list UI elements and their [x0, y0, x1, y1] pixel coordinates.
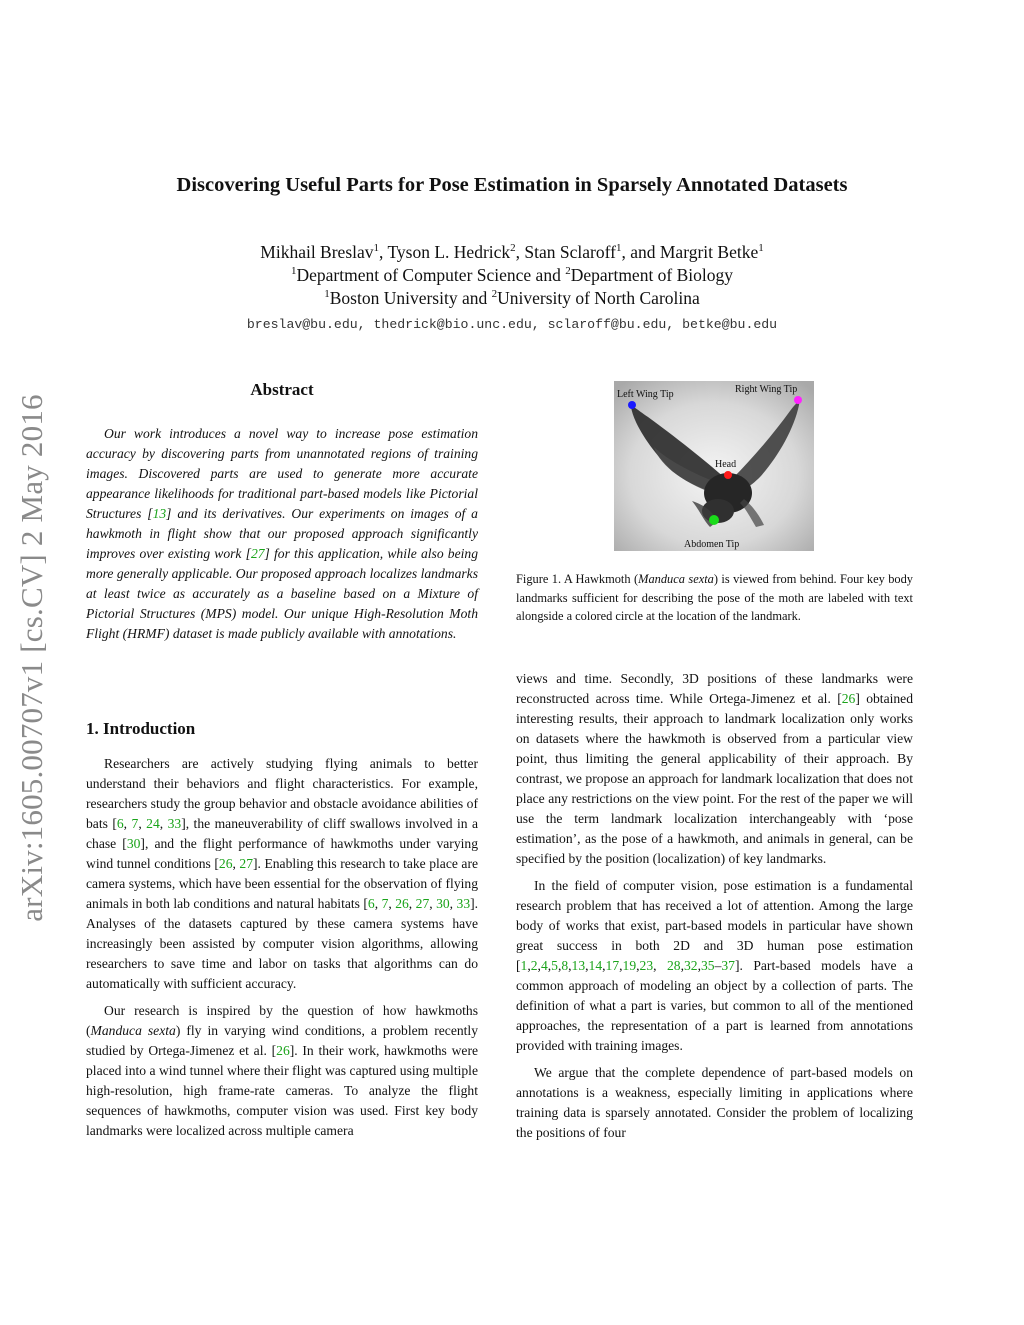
affiliation-line: $^1$Department of Computer Science and $^2$Department of Biology [290, 265, 734, 285]
hawkmoth-image [614, 381, 814, 551]
right-wing-tip-label: Right Wing Tip [735, 384, 798, 395]
paragraph: views and time. Secondly, 3D positions of these landmarks were reconstructed across time. While Ortega-Jimenez et al. [26] obtained interesting results, their approach to landmark localization only works on datasets where the hawkmoth is observed from a particular view point, thus limiting the general applicability of their approach. By contrast, we propose an approach for landmark localization that does not place any restrictions on the view point. For the rest of the paper we will use the term landmark localization interchangeably with ‘pose estimation’, as the pose of a hawkmoth, and animals in general, can be specified by the position (localization) of key landmarks. [516, 671, 914, 866]
abdomen-tip-marker [709, 515, 719, 525]
citation-link[interactable]: 32 [683, 958, 698, 973]
author-emails: breslav@bu.edu, thedrick@bio.unc.edu, sclaroff@bu.edu, betke@bu.edu [246, 317, 778, 332]
arxiv-id: arXiv:1605.00707v1 [cs.CV] 2 May 2016 [14, 393, 49, 922]
citation-link[interactable]: 30 [436, 896, 450, 911]
paragraph: In the field of computer vision, pose estimation is a fundamental research problem that has received a lot of attention. Among the large body of works that exist, part-based models in particular have shown great success in both 2D and 3D human pose estimation [1,2,4,5,8,13,14,17,19,23, 28,32,35–37]. Part-based models have a common approach of modeling an object by a collection of parts. The definition of what a part is varies, but common to all of the mentioned approaches, the representation of a part is learned from annotations provided with training images. [516, 878, 914, 1053]
citation-link[interactable]: 7 [131, 816, 139, 831]
paragraph: We argue that the complete dependence of part-based models on annotations is a weakness, especially limiting in applications where training data is sparsely annotated. Consider the problem of localizing the positions of four [516, 1065, 913, 1140]
right-column-body [516, 669, 913, 1150]
citation-link[interactable]: 6 [116, 816, 124, 831]
citation-link[interactable]: 14 [588, 958, 603, 973]
citation-link[interactable]: 7 [381, 896, 389, 911]
section-heading-introduction: 1. Introduction [86, 719, 196, 738]
abstract-text: Our work introduces a novel way to increase pose estimation accuracy by discovering parts from unannotated regions of training images. Discovered parts are used to generate more accurate appearance likelihoods for traditional part-based models like Pictorial Structures [13] and its derivatives. Our experiments on images of a hawkmoth in flight show that our proposed approach significantly improves over existing work [27] for this application, while also being more generally applicable. Our proposed approach localizes landmarks at least twice as accurately as a baseline based on a Mixture of Pictorial Structures (MPS) model. Our unique High-Resolution Moth Flight (HRMF) dataset is made publicly available with annotations. [86, 426, 478, 641]
figure-hawkmoth [614, 381, 814, 551]
head-label: Head [715, 459, 737, 470]
abdomen-tip-label: Abdomen Tip [684, 539, 740, 550]
citation-link[interactable]: 26 [395, 896, 409, 911]
citation-link[interactable]: 5 [551, 958, 558, 973]
citation-link[interactable]: 30 [126, 836, 141, 851]
affiliation-line: $^1$Boston University and $^2$University of North Carolina [324, 288, 700, 308]
citation-link[interactable]: 28 [666, 958, 681, 973]
citation-link[interactable]: 23 [639, 958, 654, 973]
citation-link[interactable]: 27 [250, 546, 265, 561]
citation-link[interactable]: 27 [415, 896, 430, 911]
paragraph: Researchers are actively studying flying animals to better understand their behaviors and flight characteristics. For example, researchers study the group behavior and obstacle avoidance abilities of bats [6, 7, 24, 33], the maneuverability of cliff swallows involved in a chase [30], and the flight performance of hawkmoths under varying wind tunnel conditions [26, 27]. Enabling this research to take place are camera systems, which have been essential for the observation of flying animals in both lab conditions and natural habitats [6, 7, 26, 27, 30, 33]. Analyses of the datasets captured by these camera systems have increasingly been assisted by computer vision algorithms, allowing researchers to save time and labor on tasks that algorithms can do automatically with sufficient accuracy. [86, 756, 479, 991]
author-name: Stan Sclaroff [524, 242, 616, 262]
left-column-body [86, 754, 478, 1148]
left-wing-tip-label: Left Wing Tip [617, 389, 674, 400]
citation-link[interactable]: 13 [571, 958, 586, 973]
citation-link[interactable]: 2 [530, 958, 538, 973]
head-marker [724, 471, 732, 479]
citation-link[interactable]: 8 [561, 958, 569, 973]
arxiv-stamp [0, 350, 64, 965]
citation-link[interactable]: 19 [622, 958, 637, 973]
citation-link[interactable]: 24 [146, 816, 160, 831]
citation-link[interactable]: 4 [540, 958, 548, 973]
abstract-heading: Abstract [250, 380, 314, 399]
author-name: Margrit Betke [659, 242, 759, 262]
citation-link[interactable]: 13 [152, 506, 167, 521]
right-wing-tip-marker [794, 396, 802, 404]
citation-link[interactable]: 17 [605, 958, 620, 973]
left-wing-tip-marker [628, 401, 636, 409]
author-name: Tyson L. Hedrick [387, 242, 511, 262]
citation-link[interactable]: 26 [218, 856, 233, 871]
author-list: Mikhail Breslav$^1$, Tyson L. Hedrick$^2$, Stan Sclaroff$^1$, and Margrit Betke$^1$ [260, 242, 764, 262]
figure-caption: Figure 1. A Hawkmoth (Manduca sexta) is viewed from behind. Four key body landmarks sufficient for describing the pose of the moth are labeled with text alongside a colored circle at the location of the landmark. [516, 572, 913, 623]
citation-link[interactable]: 35 [700, 958, 715, 973]
citation-link[interactable]: 1 [520, 958, 528, 973]
paragraph: Our research is inspired by the question of how hawkmoths (Manduca sexta) fly in varying wind conditions, a problem recently studied by Ortega-Jimenez et al. [26]. In their work, hawkmoths were placed into a wind tunnel where their flight was captured using multiple high-resolution, high frame-rate cameras. To analyze the flight sequences of hawkmoths, computer vision was used. First key body landmarks were localized across multiple camera [86, 1003, 479, 1138]
citation-link[interactable]: 33 [456, 896, 471, 911]
citation-link[interactable]: 26 [276, 1043, 290, 1058]
citation-link[interactable]: 27 [239, 856, 253, 871]
citation-link[interactable]: 6 [367, 896, 375, 911]
citation-link[interactable]: 37 [721, 958, 735, 973]
paper-title: Discovering Useful Parts for Pose Estimation in Sparsely Annotated Datasets [176, 174, 848, 196]
citation-link[interactable]: 26 [841, 691, 856, 706]
citation-link[interactable]: 33 [167, 816, 182, 831]
author-name: Mikhail Breslav [260, 242, 374, 262]
